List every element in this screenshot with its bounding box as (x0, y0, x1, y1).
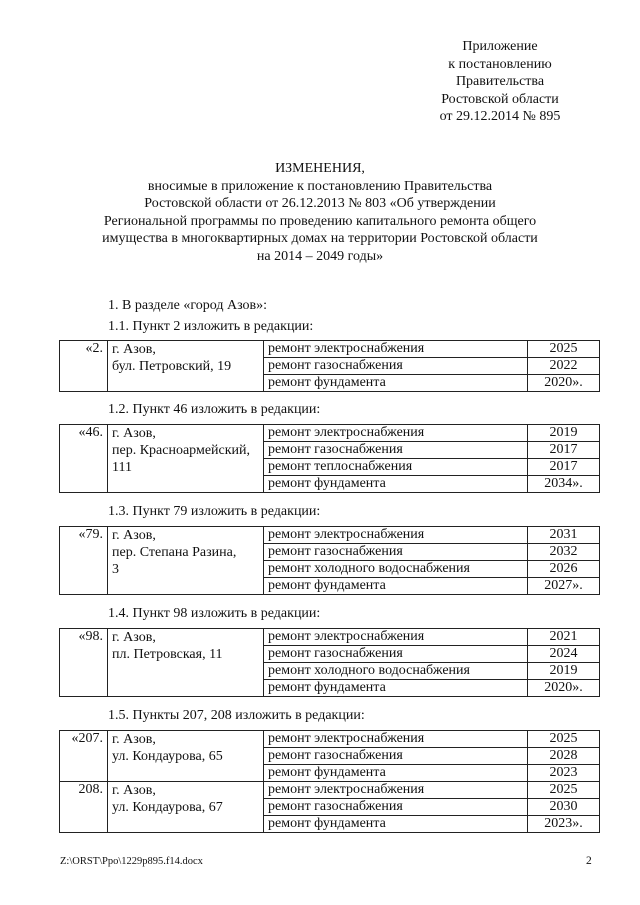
work-year: 2019 (528, 425, 600, 442)
work-type: ремонт электроснабжения (264, 782, 528, 799)
address-line: г. Азов, (112, 732, 156, 747)
table-row (60, 782, 600, 799)
work-year: 2017 (528, 442, 600, 459)
work-type: ремонт электроснабжения (264, 527, 528, 544)
address-line: бул. Петровский, 19 (112, 359, 232, 374)
appendix-line: Ростовской области (441, 91, 559, 107)
title-line: Региональной программы по проведению капитального ремонта общего (103, 213, 537, 229)
address-line: ул. Кондаурова, 67 (112, 800, 223, 815)
item-address (108, 782, 264, 833)
item-number: «79. (60, 527, 108, 595)
work-year: 2034». (528, 476, 600, 493)
work-year: 2023 (528, 765, 600, 782)
item-number: «207. (60, 731, 108, 782)
item-number: «2. (60, 341, 108, 392)
work-year: 2017 (528, 459, 600, 476)
work-type: ремонт газоснабжения (264, 646, 528, 663)
address-line: г. Азов, (112, 342, 156, 357)
item-number: «98. (60, 629, 108, 697)
title-heading: ИЗМЕНЕНИЯ, (275, 161, 365, 176)
appendix-line: к постановлению (448, 56, 552, 72)
work-type: ремонт электроснабжения (264, 341, 528, 358)
document-title (60, 160, 580, 265)
work-type: ремонт фундамента (264, 476, 528, 493)
work-year: 2030 (528, 799, 600, 816)
appendix-line: Приложение (462, 39, 538, 54)
title-line: вносимые в приложение к постановлению Правительства (147, 178, 493, 194)
section-intro: 1. В разделе «город Азов»: (108, 298, 268, 313)
work-year: 2020». (528, 375, 600, 392)
work-year: 2025 (528, 782, 600, 799)
address-line: пер. Степана Разина, (112, 545, 237, 560)
appendix-line: от 29.12.2014 № 895 (439, 109, 561, 124)
work-type: ремонт холодного водоснабжения (264, 663, 528, 680)
work-type: ремонт газоснабжения (264, 799, 528, 816)
work-year: 2025 (528, 731, 600, 748)
item-number: «46. (60, 425, 108, 493)
work-type: ремонт электроснабжения (264, 425, 528, 442)
work-type: ремонт фундамента (264, 816, 528, 833)
work-type: ремонт фундамента (264, 765, 528, 782)
address-line: г. Азов, (112, 426, 156, 441)
work-year: 2023». (528, 816, 600, 833)
address-line: 111 (112, 460, 132, 475)
page-number: 2 (586, 855, 592, 867)
work-year: 2020». (528, 680, 600, 697)
appendix-header (400, 38, 600, 126)
work-year: 2031 (528, 527, 600, 544)
work-year: 2021 (528, 629, 600, 646)
work-type: ремонт газоснабжения (264, 544, 528, 561)
footer-file-path: Z:\ORST\Ppo\1229p895.f14.docx (60, 856, 203, 867)
address-line: г. Азов, (112, 630, 156, 645)
work-type: ремонт теплоснабжения (264, 459, 528, 476)
title-line: Ростовской области от 26.12.2013 № 803 «Об утверждении (144, 196, 496, 211)
work-year: 2028 (528, 748, 600, 765)
work-type: ремонт газоснабжения (264, 358, 528, 375)
work-year: 2024 (528, 646, 600, 663)
item-address (108, 629, 264, 697)
work-year: 2026 (528, 561, 600, 578)
work-type: ремонт электроснабжения (264, 629, 528, 646)
item-number: 208. (60, 782, 108, 833)
section-caption: 1.1. Пункт 2 изложить в редакции: (108, 319, 314, 334)
section-caption: 1.4. Пункт 98 изложить в редакции: (108, 606, 321, 621)
title-line: на 2014 – 2049 годы» (256, 248, 384, 264)
work-type: ремонт холодного водоснабжения (264, 561, 528, 578)
item-address (108, 527, 264, 595)
address-line: пер. Красноармейский, (112, 443, 251, 458)
work-type: ремонт газоснабжения (264, 442, 528, 459)
work-type: ремонт электроснабжения (264, 731, 528, 748)
work-year: 2019 (528, 663, 600, 680)
section-caption: 1.2. Пункт 46 изложить в редакции: (108, 402, 321, 417)
item-address (108, 341, 264, 392)
repair-table (59, 424, 600, 493)
section-caption: 1.5. Пункты 207, 208 изложить в редакции: (108, 708, 365, 723)
address-line: г. Азов, (112, 528, 156, 543)
address-line: 3 (112, 562, 119, 577)
item-address (108, 731, 264, 782)
work-year: 2027». (528, 578, 600, 595)
address-line: пл. Петровская, 11 (112, 647, 223, 662)
work-year: 2022 (528, 358, 600, 375)
item-address (108, 425, 264, 493)
repair-table (59, 526, 600, 595)
title-line: имущества в многоквартирных домах на территории Ростовской области (102, 231, 538, 246)
table-row (60, 341, 600, 358)
address-line: ул. Кондаурова, 65 (112, 749, 223, 764)
work-type: ремонт фундамента (264, 680, 528, 697)
work-year: 2025 (528, 341, 600, 358)
address-line: г. Азов, (112, 783, 156, 798)
repair-table (59, 730, 600, 833)
repair-table (59, 340, 600, 392)
work-type: ремонт фундамента (264, 578, 528, 595)
repair-table (59, 628, 600, 697)
table-row (60, 629, 600, 646)
section-caption: 1.3. Пункт 79 изложить в редакции: (108, 504, 321, 519)
work-type: ремонт фундамента (264, 375, 528, 392)
appendix-line: Правительства (455, 74, 545, 89)
table-row (60, 731, 600, 748)
work-type: ремонт газоснабжения (264, 748, 528, 765)
table-row (60, 425, 600, 442)
work-year: 2032 (528, 544, 600, 561)
table-row (60, 527, 600, 544)
